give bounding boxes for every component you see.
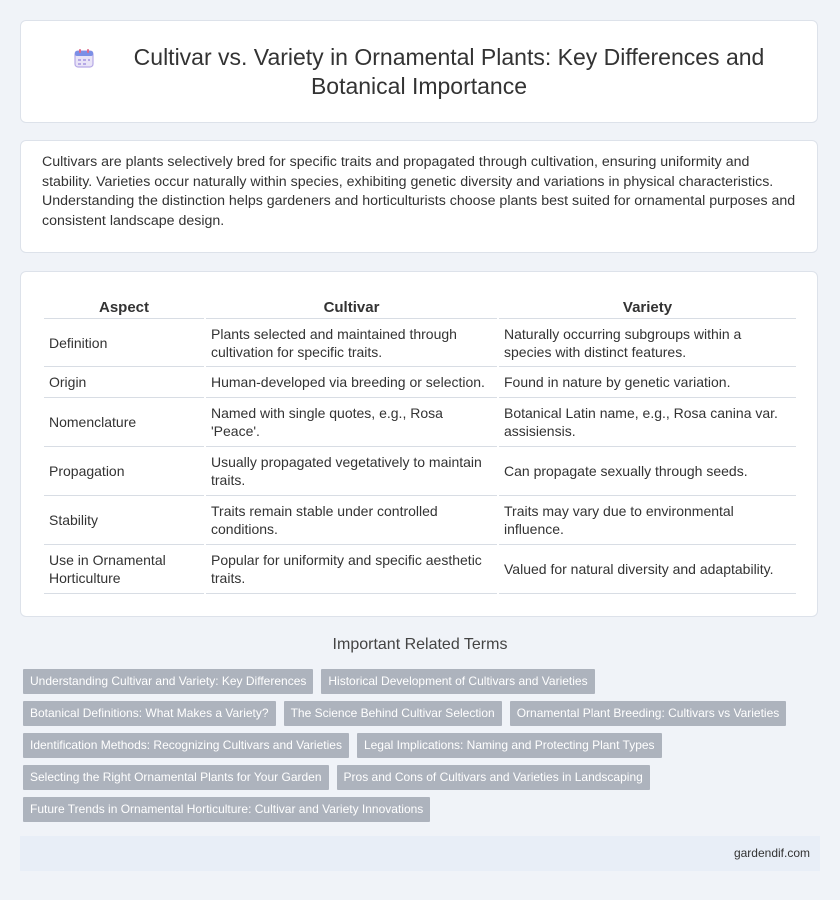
table-row [44, 447, 796, 496]
comparison-card [20, 271, 818, 617]
cell-aspect: Stability [44, 496, 204, 545]
related-term-link[interactable]: Historical Development of Cultivars and Varieties [321, 669, 594, 694]
intro-card [20, 140, 818, 253]
title-line-1: Cultivar vs. Variety in Ornamental Plants: Key Differences and [133, 44, 765, 70]
cell-variety: Botanical Latin name, e.g., Rosa canina var. assisiensis. [499, 398, 796, 447]
cell-variety: Valued for natural diversity and adaptability. [499, 545, 796, 594]
header-variety: Variety [499, 296, 796, 319]
table-row [44, 545, 796, 594]
cell-cultivar: Named with single quotes, e.g., Rosa 'Peace'. [206, 398, 497, 447]
related-term-link[interactable]: Ornamental Plant Breeding: Cultivars vs Varieties [510, 701, 787, 726]
cell-aspect: Use in Ornamental Horticulture [44, 545, 204, 594]
related-term-link[interactable]: Pros and Cons of Cultivars and Varieties in Landscaping [337, 765, 650, 790]
cell-aspect: Nomenclature [44, 398, 204, 447]
footer-site-link[interactable]: gardendif.com [733, 846, 810, 860]
header-cultivar: Cultivar [206, 296, 497, 319]
tag-row [23, 765, 813, 790]
related-term-link[interactable]: Future Trends in Ornamental Horticulture: Cultivar and Variety Innovations [23, 797, 430, 822]
related-term-link[interactable]: Legal Implications: Naming and Protecting Plant Types [357, 733, 662, 758]
related-term-link[interactable]: Botanical Definitions: What Makes a Variety? [23, 701, 276, 726]
related-terms-title: Important Related Terms [332, 636, 508, 653]
tag-row [23, 701, 813, 726]
tag-row [23, 669, 813, 694]
tag-row [23, 797, 813, 822]
cell-variety: Traits may vary due to environmental influence. [499, 496, 796, 545]
cell-cultivar: Usually propagated vegetatively to maintain traits. [206, 447, 497, 496]
table-row [44, 496, 796, 545]
tag-row [23, 733, 813, 758]
related-term-link[interactable]: Understanding Cultivar and Variety: Key Differences [23, 669, 313, 694]
footer [20, 836, 820, 871]
page-title [21, 43, 817, 101]
cell-aspect: Definition [44, 319, 204, 367]
related-term-link[interactable]: Identification Methods: Recognizing Cultivars and Varieties [23, 733, 349, 758]
comparison-table [42, 296, 798, 594]
cell-aspect: Propagation [44, 447, 204, 496]
related-terms-list [23, 669, 813, 829]
cell-cultivar: Traits remain stable under controlled conditions. [206, 496, 497, 545]
table-row [44, 398, 796, 447]
cell-cultivar: Plants selected and maintained through cultivation for specific traits. [206, 319, 497, 367]
related-term-link[interactable]: The Science Behind Cultivar Selection [284, 701, 502, 726]
title-line-2: Botanical Importance [310, 73, 528, 99]
table-row [44, 319, 796, 367]
header-card [20, 20, 818, 123]
cell-variety: Can propagate sexually through seeds. [499, 447, 796, 496]
cell-variety: Naturally occurring subgroups within a species with distinct features. [499, 319, 796, 367]
cell-variety: Found in nature by genetic variation. [499, 367, 796, 398]
related-term-link[interactable]: Selecting the Right Ornamental Plants for Your Garden [23, 765, 329, 790]
header-aspect: Aspect [44, 296, 204, 319]
table-row [44, 367, 796, 398]
cell-cultivar: Popular for uniformity and specific aesthetic traits. [206, 545, 497, 594]
cell-cultivar: Human-developed via breeding or selection. [206, 367, 497, 398]
table-header-row [44, 296, 796, 319]
intro-text: Cultivars are plants selectively bred for specific traits and propagated through cultivation, ensuring uniformity and stability. Varieties occur naturally within species, exhibiting genetic diversity and variations in physical characteristics. Understanding the distinction helps gardeners and horticulturists choose plants best suited for ornamental purposes and consistent landscape design. [42, 154, 796, 229]
cell-aspect: Origin [44, 367, 204, 398]
